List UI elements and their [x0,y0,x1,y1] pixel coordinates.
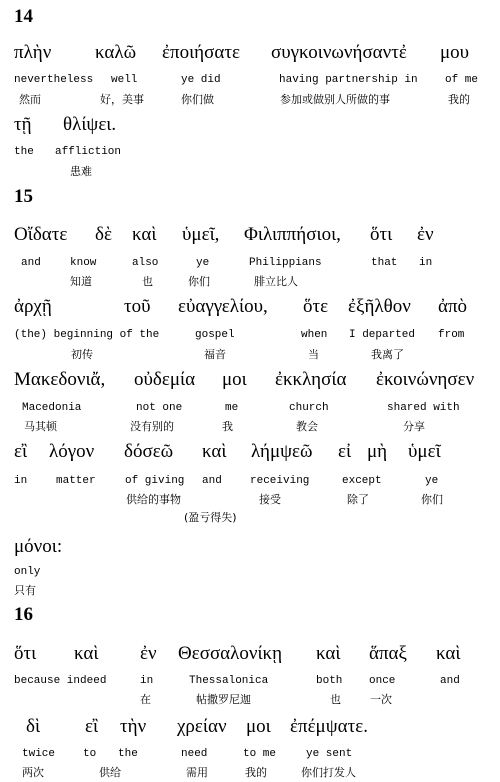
chinese-gloss: 福音 [204,348,226,361]
english-gloss: need [181,748,208,760]
english-gloss: the [14,146,34,158]
greek-word: ὅτι [370,224,393,245]
chinese-gloss: 也 [330,693,341,706]
english-gloss: receiving [250,475,310,487]
chinese-gloss: 我的 [448,93,470,106]
greek-word: συγκοινωνήσαντἐ [271,42,407,63]
english-gloss: ye [425,475,439,487]
chinese-gloss: 没有别的 [130,420,174,433]
chinese-gloss: 好，美事 [100,93,144,106]
chinese-gloss: 除了 [347,493,369,506]
greek-word: Μακεδονιἄ, [14,369,106,390]
english-gloss: having partnership in [279,74,418,86]
greek-word: δόσεῶ [124,441,174,462]
chinese-gloss: 腓立比人 [254,275,298,288]
chinese-gloss: 两次 [22,766,44,779]
chinese-gloss: 在 [140,693,151,706]
english-gloss: in [14,475,28,487]
english-gloss: only [14,566,41,578]
english-gloss: in [140,675,154,687]
english-gloss: I departed [349,329,416,341]
greek-word: ἐν [417,224,434,245]
english-gloss: shared with [387,402,460,414]
english-gloss: and [21,257,41,269]
greek-word: τοῦ [124,296,151,317]
english-gloss: well [111,74,138,86]
english-gloss: matter [56,475,96,487]
greek-word: οὐδεμία [134,369,196,390]
greek-word: ἐξῆλθον [348,296,411,317]
greek-word: ὅτε [303,296,329,317]
greek-word: μοι [246,716,271,737]
greek-word: εἰ [338,441,352,462]
english-gloss: in [419,257,433,269]
english-gloss: (the) beginning of the [14,329,160,341]
chinese-gloss: 参加或做别人所做的事 [280,93,390,106]
chinese-gloss: 你们 [188,275,210,288]
greek-word: ἐκκλησία [275,369,347,390]
greek-word: λήμψεῶ [251,441,313,462]
greek-word: τῇ [14,114,32,135]
chinese-gloss: 需用 [186,766,208,779]
english-gloss: Thessalonica [189,675,269,687]
greek-word: Φιλιππήσιοι, [244,224,341,245]
greek-word: ἐν [140,643,157,664]
greek-word: εἲ [85,716,99,737]
greek-word: Θεσσαλονίκῃ [178,643,283,664]
greek-word: μὴ [367,441,388,462]
greek-word: ὅτι [14,643,37,664]
chinese-gloss: 也 [142,275,153,288]
greek-word: μόνοι: [14,536,63,557]
english-gloss: ye did [181,74,221,86]
english-gloss: from [438,329,465,341]
greek-word: ἅπαξ [369,643,407,664]
english-gloss: both [316,675,343,687]
english-gloss: and [202,475,222,487]
greek-word: μου [440,42,470,63]
chinese-gloss: 教会 [296,420,318,433]
chinese-gloss: 然而 [19,93,41,106]
chinese-gloss: 患难 [70,165,92,178]
chinese-gloss: 你们 [421,493,443,506]
greek-word: καὶ [316,643,341,664]
chinese-gloss: 你们做 [181,93,214,106]
chinese-gloss: 初传 [71,348,93,361]
greek-word: καλῶ [95,42,137,63]
english-gloss: ye [196,257,210,269]
english-gloss: to [83,748,97,760]
chinese-gloss: 一次 [370,693,392,706]
greek-word: τὴν [120,716,147,737]
english-gloss: gospel [195,329,235,341]
greek-word: ἐποιήσατε [162,42,240,63]
chinese-gloss: 我的 [245,766,267,779]
verse-number: 16 [14,604,33,625]
greek-word: καὶ [132,224,157,245]
greek-word: ὑμεῖ [408,441,441,462]
greek-word: ὑμεῖ, [182,224,220,245]
english-gloss: me [225,402,239,414]
greek-word: καὶ [202,441,227,462]
english-gloss: Philippians [249,257,322,269]
greek-word: ἀπὸ [438,296,468,317]
greek-word: καὶ [436,643,461,664]
greek-word: θλίψει. [63,114,117,135]
greek-word: χρείαν [177,716,227,737]
greek-word: εἲ [14,441,28,462]
english-gloss: not one [136,402,183,414]
greek-word: καὶ [74,643,99,664]
english-gloss: when [301,329,328,341]
chinese-gloss: 知道 [70,275,92,288]
english-gloss: because indeed [14,675,107,687]
chinese-gloss: 你们打发人 [301,766,356,779]
english-gloss: of giving [125,475,185,487]
greek-word: πλὴν [14,42,52,63]
english-gloss: church [289,402,329,414]
chinese-gloss: 只有 [14,584,36,597]
greek-word: δὶ [26,716,41,737]
verse-number: 15 [14,186,33,207]
greek-word: δὲ [95,224,112,245]
english-gloss: also [132,257,159,269]
chinese-gloss: 接受 [259,493,281,506]
chinese-gloss: 帖撒罗尼迦 [196,693,251,706]
greek-word: ἐκοινώνησεν [376,369,475,390]
english-gloss: of me [445,74,479,86]
chinese-gloss: 分享 [403,420,425,433]
greek-word: εὐαγγελίου, [178,296,268,317]
english-gloss: except [342,475,382,487]
chinese-gloss: 供给 [99,766,121,779]
chinese-gloss: (盈亏得失) [184,511,237,524]
english-gloss: Macedonia [22,402,82,414]
greek-word: ἐπέμψατε. [290,716,368,737]
english-gloss: to me [243,748,277,760]
greek-word: ἀρχῇ [14,296,52,317]
english-gloss: the [118,748,138,760]
verse-number: 14 [14,6,33,27]
chinese-gloss: 我离了 [371,348,404,361]
greek-word: Οἴδατε [14,224,68,245]
greek-word: μοι [222,369,247,390]
english-gloss: affliction [55,146,122,158]
english-gloss: twice [22,748,56,760]
chinese-gloss: 我 [222,420,233,433]
english-gloss: ye sent [306,748,353,760]
english-gloss: that [371,257,398,269]
english-gloss: know [70,257,97,269]
chinese-gloss: 供给的事物 [126,493,181,506]
english-gloss: and [440,675,460,687]
chinese-gloss: 当 [308,348,319,361]
english-gloss: nevertheless [14,74,94,86]
english-gloss: once [369,675,396,687]
chinese-gloss: 马其顿 [24,420,57,433]
greek-word: λόγον [49,441,95,462]
